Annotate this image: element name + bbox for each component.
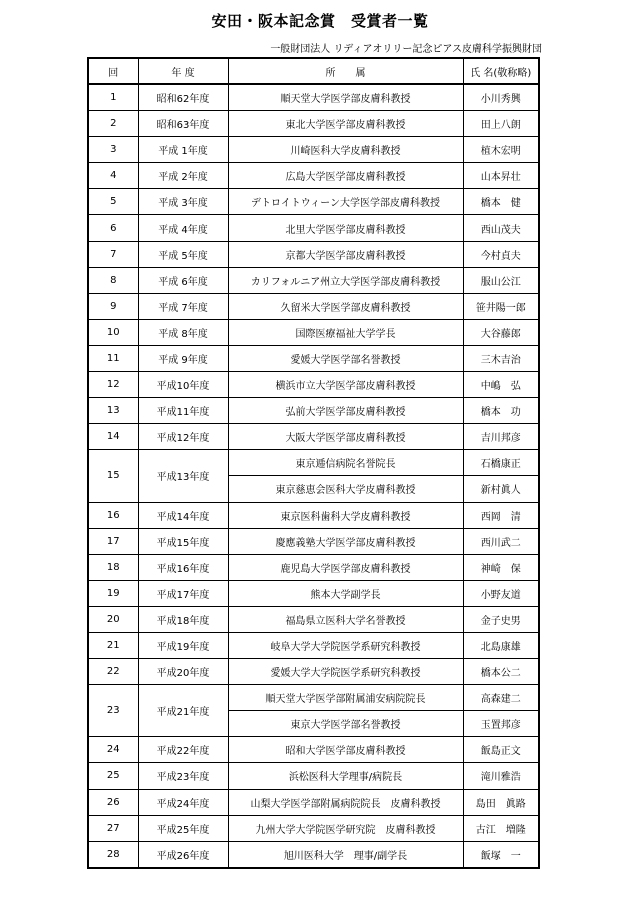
cell-year: 平成21年度	[138, 685, 228, 737]
cell-affiliation: 九州大学大学院医学研究院 皮膚科教授	[228, 815, 463, 841]
cell-no: 28	[88, 841, 138, 868]
cell-year: 平成26年度	[138, 841, 228, 868]
cell-name: 小川秀興	[463, 84, 539, 111]
table-row	[88, 189, 539, 215]
cell-affiliation: 北里大学医学部皮膚科教授	[228, 215, 463, 241]
publisher-name: 一般財団法人 リディアオリリー記念ピアス皮膚科学振興財団	[270, 44, 542, 55]
cell-name: 吉川邦彦	[463, 424, 539, 450]
cell-affiliation: 岐阜大学大学院医学系研究科教授	[228, 632, 463, 658]
cell-affiliation: 熊本大学副学長	[228, 580, 463, 606]
cell-name: 三木吉治	[463, 345, 539, 371]
cell-name: 玉置邦彦	[463, 711, 539, 737]
table-row	[88, 345, 539, 371]
cell-year: 平成10年度	[138, 372, 228, 398]
cell-year: 平成 9年度	[138, 345, 228, 371]
cell-affiliation: 東京逓信病院名誉院長	[228, 450, 463, 476]
table-row	[88, 763, 539, 789]
cell-year: 平成 1年度	[138, 137, 228, 163]
cell-affiliation: 山梨大学医学部附属病院院長 皮膚科教授	[228, 789, 463, 815]
table-row	[88, 841, 539, 868]
cell-no: 22	[88, 659, 138, 685]
header-no: 回	[88, 58, 138, 84]
cell-no: 26	[88, 789, 138, 815]
cell-year: 平成15年度	[138, 528, 228, 554]
cell-year: 平成19年度	[138, 632, 228, 658]
cell-affiliation: 弘前大学医学部皮膚科教授	[228, 398, 463, 424]
table-row	[88, 241, 539, 267]
cell-no: 23	[88, 685, 138, 737]
cell-no: 14	[88, 424, 138, 450]
cell-affiliation: 横浜市立大学医学部皮膚科教授	[228, 372, 463, 398]
cell-no: 11	[88, 345, 138, 371]
cell-name: 田上八朗	[463, 111, 539, 137]
table-row	[88, 137, 539, 163]
table-row	[88, 111, 539, 137]
cell-affiliation: デトロイトウィーン大学医学部皮膚科教授	[228, 189, 463, 215]
cell-year: 平成 6年度	[138, 267, 228, 293]
cell-affiliation: 東京医科歯科大学皮膚科教授	[228, 502, 463, 528]
cell-name: 島田 眞路	[463, 789, 539, 815]
cell-no: 24	[88, 737, 138, 763]
cell-year: 平成24年度	[138, 789, 228, 815]
cell-affiliation: 川崎医科大学皮膚科教授	[228, 137, 463, 163]
cell-affiliation: 広島大学医学部皮膚科教授	[228, 163, 463, 189]
cell-no: 15	[88, 450, 138, 502]
table-row	[88, 815, 539, 841]
cell-year: 平成12年度	[138, 424, 228, 450]
cell-no: 16	[88, 502, 138, 528]
cell-year: 平成25年度	[138, 815, 228, 841]
cell-affiliation: 大阪大学医学部皮膚科教授	[228, 424, 463, 450]
cell-name: 滝川雅浩	[463, 763, 539, 789]
cell-affiliation: 慶應義塾大学医学部皮膚科教授	[228, 528, 463, 554]
table-row	[88, 450, 539, 476]
cell-year: 平成17年度	[138, 580, 228, 606]
cell-no: 13	[88, 398, 138, 424]
cell-year: 平成13年度	[138, 450, 228, 502]
cell-name: 植木宏明	[463, 137, 539, 163]
cell-year: 平成 2年度	[138, 163, 228, 189]
cell-no: 27	[88, 815, 138, 841]
cell-year: 平成18年度	[138, 606, 228, 632]
table-row	[88, 789, 539, 815]
cell-no: 21	[88, 632, 138, 658]
cell-year: 平成22年度	[138, 737, 228, 763]
cell-name: 山本昇壮	[463, 163, 539, 189]
cell-name: 北島康雄	[463, 632, 539, 658]
table-row	[88, 319, 539, 345]
cell-year: 平成16年度	[138, 554, 228, 580]
table-row	[88, 659, 539, 685]
cell-no: 4	[88, 163, 138, 189]
cell-year: 平成23年度	[138, 763, 228, 789]
cell-name: 中嶋 弘	[463, 372, 539, 398]
cell-affiliation: 鹿児島大学医学部皮膚科教授	[228, 554, 463, 580]
cell-name: 今村貞夫	[463, 241, 539, 267]
table-row	[88, 424, 539, 450]
cell-no: 20	[88, 606, 138, 632]
cell-no: 18	[88, 554, 138, 580]
header-affiliation: 所 属	[228, 58, 463, 84]
table-row	[88, 502, 539, 528]
table-row	[88, 737, 539, 763]
cell-no: 25	[88, 763, 138, 789]
cell-no: 8	[88, 267, 138, 293]
cell-affiliation: カリフォルニア州立大学医学部皮膚科教授	[228, 267, 463, 293]
table-row	[88, 580, 539, 606]
cell-no: 17	[88, 528, 138, 554]
cell-no: 12	[88, 372, 138, 398]
cell-affiliation: 順天堂大学医学部附属浦安病院院長	[228, 685, 463, 711]
header-year: 年 度	[138, 58, 228, 84]
cell-no: 1	[88, 84, 138, 111]
cell-name: 小野友道	[463, 580, 539, 606]
cell-no: 6	[88, 215, 138, 241]
table-row	[88, 293, 539, 319]
cell-affiliation: 浜松医科大学理事/病院長	[228, 763, 463, 789]
cell-year: 平成 4年度	[138, 215, 228, 241]
table-row	[88, 606, 539, 632]
cell-year: 平成14年度	[138, 502, 228, 528]
table-body	[88, 84, 539, 868]
cell-affiliation: 福島県立医科大学名誉教授	[228, 606, 463, 632]
cell-no: 9	[88, 293, 138, 319]
cell-name: 金子史男	[463, 606, 539, 632]
cell-year: 平成 5年度	[138, 241, 228, 267]
cell-year: 平成 3年度	[138, 189, 228, 215]
cell-name: 飯島正文	[463, 737, 539, 763]
table-row	[88, 84, 539, 111]
cell-name: 西岡 清	[463, 502, 539, 528]
cell-name: 古江 増隆	[463, 815, 539, 841]
cell-name: 大谷藤郎	[463, 319, 539, 345]
cell-name: 服山公江	[463, 267, 539, 293]
cell-name: 石橋康正	[463, 450, 539, 476]
cell-name: 飯塚 一	[463, 841, 539, 868]
cell-no: 2	[88, 111, 138, 137]
cell-affiliation: 昭和大学医学部皮膚科教授	[228, 737, 463, 763]
table-row	[88, 163, 539, 189]
cell-no: 7	[88, 241, 138, 267]
cell-affiliation: 久留米大学医学部皮膚科教授	[228, 293, 463, 319]
table-row	[88, 554, 539, 580]
cell-name: 高森建二	[463, 685, 539, 711]
cell-affiliation: 愛媛大学大学院医学系研究科教授	[228, 659, 463, 685]
cell-affiliation: 東京慈恵会医科大学皮膚科教授	[228, 476, 463, 502]
cell-no: 10	[88, 319, 138, 345]
cell-no: 5	[88, 189, 138, 215]
table-row	[88, 215, 539, 241]
cell-name: 笹井陽一郎	[463, 293, 539, 319]
cell-no: 19	[88, 580, 138, 606]
cell-year: 平成20年度	[138, 659, 228, 685]
table-row	[88, 528, 539, 554]
cell-year: 昭和62年度	[138, 84, 228, 111]
table-row	[88, 398, 539, 424]
cell-name: 橋本公二	[463, 659, 539, 685]
cell-name: 西山茂夫	[463, 215, 539, 241]
cell-affiliation: 愛媛大学医学部名誉教授	[228, 345, 463, 371]
table-row	[88, 267, 539, 293]
table-row	[88, 685, 539, 711]
cell-affiliation: 旭川医科大学 理事/副学長	[228, 841, 463, 868]
cell-name: 橋本 健	[463, 189, 539, 215]
cell-name: 神崎 保	[463, 554, 539, 580]
table-row	[88, 632, 539, 658]
cell-year: 昭和63年度	[138, 111, 228, 137]
header-name: 氏 名(敬称略)	[463, 58, 539, 84]
page-title: 安田・阪本記念賞 受賞者一覧	[211, 12, 429, 30]
cell-no: 3	[88, 137, 138, 163]
cell-name: 新村眞人	[463, 476, 539, 502]
table-row	[88, 372, 539, 398]
cell-name: 西川武二	[463, 528, 539, 554]
cell-affiliation: 京都大学医学部皮膚科教授	[228, 241, 463, 267]
cell-year: 平成 7年度	[138, 293, 228, 319]
awardee-table	[87, 57, 540, 869]
cell-year: 平成 8年度	[138, 319, 228, 345]
cell-name: 橋本 功	[463, 398, 539, 424]
table-header-row	[88, 58, 539, 84]
cell-affiliation: 国際医療福祉大学学長	[228, 319, 463, 345]
cell-affiliation: 東京大学医学部名誉教授	[228, 711, 463, 737]
cell-affiliation: 順天堂大学医学部皮膚科教授	[228, 84, 463, 111]
cell-affiliation: 東北大学医学部皮膚科教授	[228, 111, 463, 137]
cell-year: 平成11年度	[138, 398, 228, 424]
